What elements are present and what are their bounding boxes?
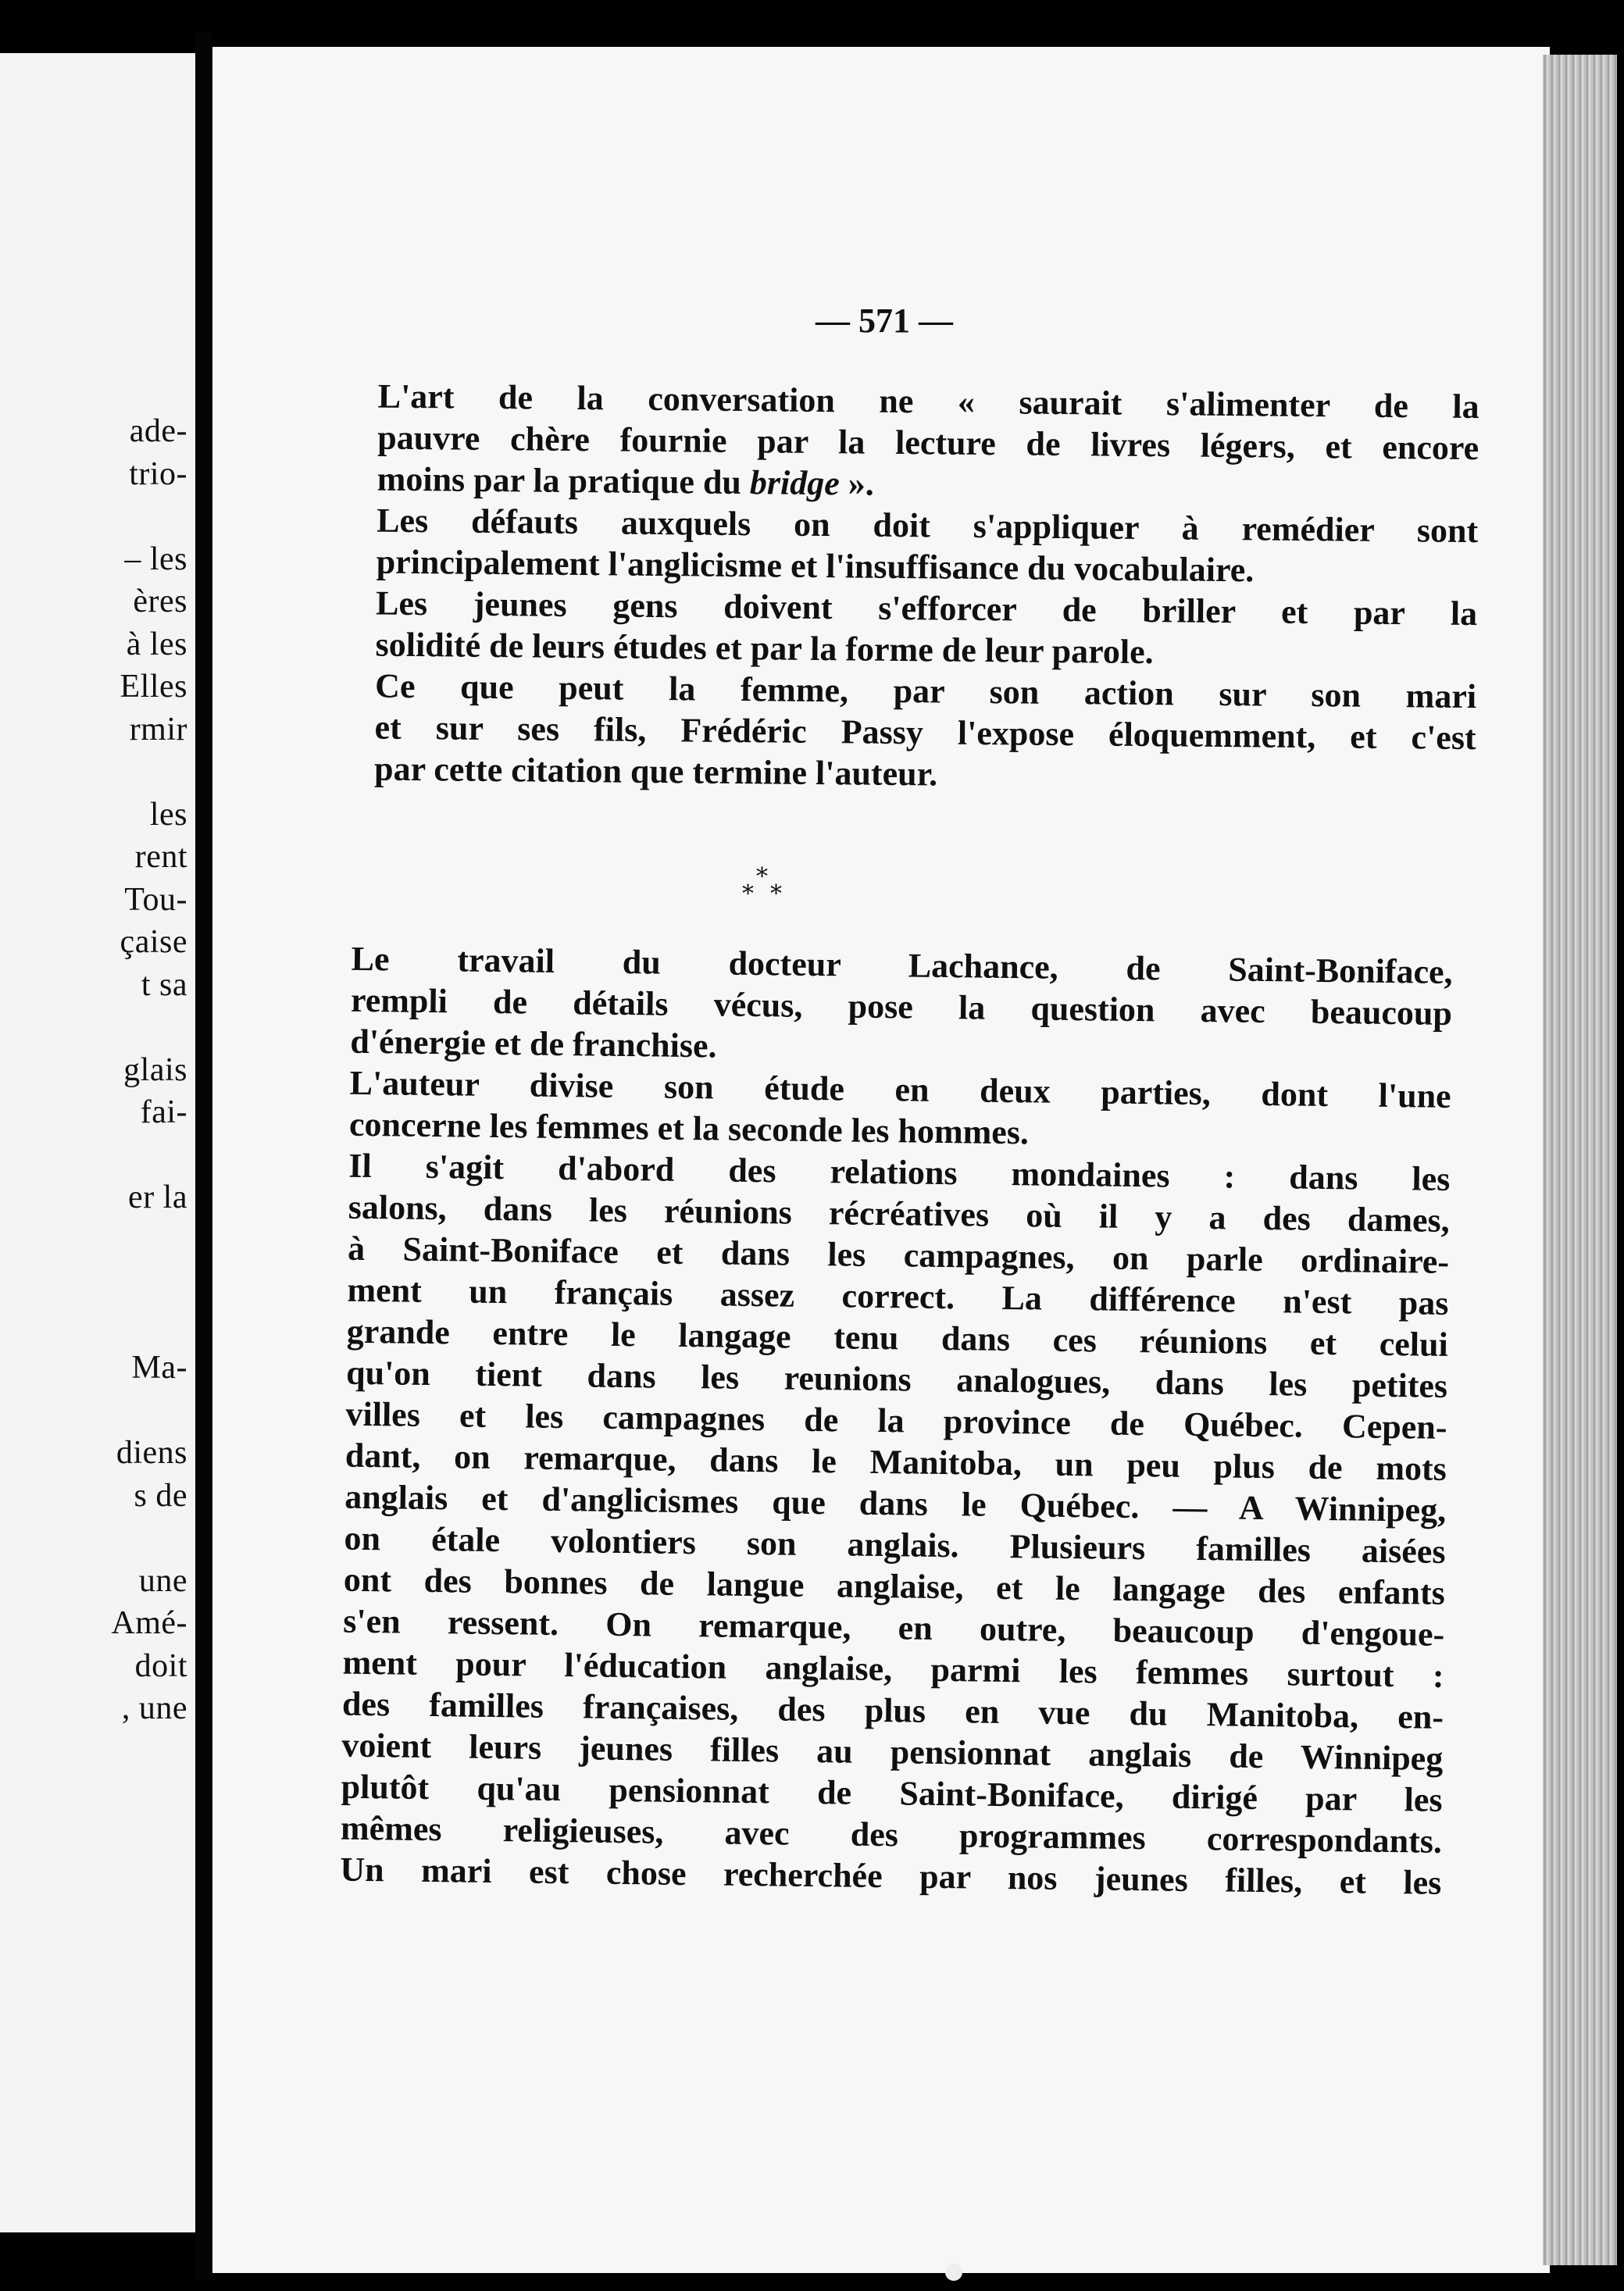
text-line: plutôt qu'au pensionnat de Saint-Boniface, dirigé par les xyxy=(341,1767,1443,1819)
text-line: principalement l'anglicisme et l'insuffisance du vocabulaire. xyxy=(376,542,1255,590)
paragraph xyxy=(327,665,1476,800)
section-separator-asterism xyxy=(734,863,797,910)
text-line: Les jeunes gens doivent s'efforcer de briller et par la xyxy=(375,583,1478,633)
text-line: ment un français assez correct. La différence n'est pas xyxy=(347,1270,1449,1322)
text-line: qu'on tient dans les reunions analogues, dans les petites xyxy=(345,1353,1448,1405)
left-page-line: er la xyxy=(128,1179,187,1215)
asterisk: * xyxy=(756,863,768,890)
left-page-line: Elles xyxy=(120,669,187,705)
left-page-line: ade- xyxy=(129,413,187,449)
paragraph xyxy=(293,1144,1451,1904)
text-line: et sur ses fils, Frédéric Passy l'expose éloquemment, et c'est xyxy=(374,708,1476,758)
page-number: — 571 — xyxy=(816,302,953,340)
text-line: des familles françaises, des plus en vue du Manitoba, en- xyxy=(341,1684,1444,1736)
paragraph xyxy=(329,499,1478,593)
text-line: Un mari est chose recherchée par nos jeunes filles, et les xyxy=(340,1850,1442,1902)
asterisk: * xyxy=(770,880,782,908)
left-facing-page xyxy=(0,53,195,2232)
text-line: grande entre le langage tenu dans ces réunions et celui xyxy=(346,1311,1449,1364)
paragraph xyxy=(303,937,1453,1076)
right-page xyxy=(212,47,1550,2273)
text-line: Les défauts auxquels on doit s'appliquer à remédier sont xyxy=(376,501,1479,551)
page-edges xyxy=(1543,55,1617,2265)
section-lachance xyxy=(293,937,1453,1904)
left-page-line: fai- xyxy=(140,1094,187,1130)
text-line: à Saint-Boniface et dans les campagnes, on parle ordinaire- xyxy=(347,1229,1450,1281)
book-gutter xyxy=(195,31,212,2281)
text-line: s'en ressent. On remarque, en outre, beaucoup d'engoue- xyxy=(343,1601,1445,1654)
left-page-line: à les xyxy=(126,626,187,662)
text-line: on étale volontiers son anglais. Plusieurs familles aisées xyxy=(344,1518,1446,1571)
text-line: d'énergie et de franchise. xyxy=(350,1022,717,1065)
text-line: anglais et d'anglicismes que dans le Québec. — A Winnipeg, xyxy=(344,1477,1447,1529)
text-line: concerne les femmes et la seconde les hommes. xyxy=(348,1104,1030,1152)
text-line: salons, dans les réunions récréatives où il y a des dames, xyxy=(348,1187,1450,1240)
text-line: L'auteur divise son étude en deux parties, dont l'une xyxy=(349,1063,1451,1115)
text-line: ment pour l'éducation anglaise, parmi les femmes surtout : xyxy=(342,1643,1444,1695)
paragraph xyxy=(328,582,1477,676)
text-line: Ce que peut la femme, par son action sur son mari xyxy=(374,666,1477,716)
asterisk: * xyxy=(742,880,754,908)
text-line: solidité de leurs études et par la forme de leur parole. xyxy=(375,625,1154,672)
left-page-line: Amé- xyxy=(111,1605,187,1641)
text-line: pauvre chère fournie par la lecture de livres légers, et encore xyxy=(377,418,1479,468)
text-line: par cette citation que termine l'auteur. xyxy=(373,749,938,794)
text-line: Il s'agit d'abord des relations mondaines : dans les xyxy=(348,1146,1451,1198)
left-page-line: rent xyxy=(134,839,187,875)
scan-speck xyxy=(945,2264,962,2281)
paragraph xyxy=(302,1062,1451,1158)
left-page-line: ères xyxy=(133,583,187,619)
left-page-line: diens xyxy=(116,1435,187,1471)
text-line: mêmes religieuses, avec des programmes correspondants. xyxy=(340,1808,1443,1861)
text-line: rempli de détails vécus, pose la question avec beaucoup xyxy=(350,980,1453,1033)
left-page-line: une xyxy=(138,1562,187,1599)
left-page-line: s de xyxy=(134,1477,187,1514)
text-line: ont des bonnes de langue anglaise, et le langage des enfants xyxy=(343,1560,1446,1612)
left-page-line: les xyxy=(149,796,187,833)
paragraph xyxy=(330,375,1479,510)
left-page-line: – les xyxy=(124,541,187,577)
left-page-line: glais xyxy=(123,1051,187,1088)
text-line: Le travail du docteur Lachance, de Saint-Boniface, xyxy=(351,939,1453,991)
left-page-line: t sa xyxy=(141,966,187,1003)
left-page-line: rmir xyxy=(129,711,187,748)
text-line: L'art de la conversation ne « saurait s'alimenter de la xyxy=(377,376,1479,426)
left-page-line: trio- xyxy=(129,455,187,492)
left-page-line: Ma- xyxy=(131,1350,187,1386)
left-page-line: Tou- xyxy=(124,881,187,918)
left-page-line: doit xyxy=(134,1647,187,1684)
left-page-line: çaise xyxy=(120,924,187,960)
text-line: dant, on remarque, dans le Manitoba, un peu plus de mots xyxy=(344,1436,1447,1488)
text-line: voient leurs jeunes filles au pensionnat anglais de Winnipeg xyxy=(341,1725,1444,1778)
text-line: villes et les campagnes de la province de Québec. Cepen- xyxy=(345,1394,1447,1447)
section-conversation xyxy=(327,375,1479,800)
left-page-line: , une xyxy=(121,1690,187,1726)
text-line: moins par la pratique du bridge ». xyxy=(377,459,875,503)
